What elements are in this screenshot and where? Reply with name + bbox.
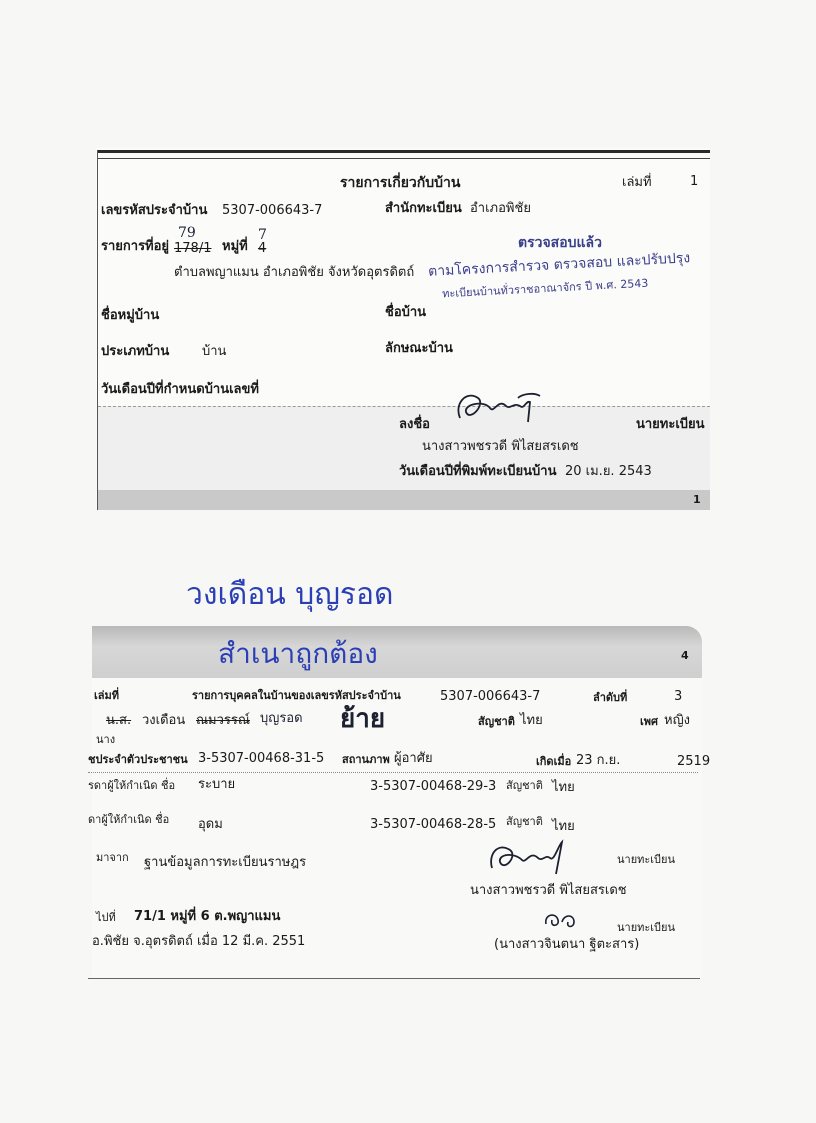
registrar2-signature [540, 908, 580, 932]
moved-label: ไปที่ [96, 911, 116, 924]
handwritten-name: วงเดือน บุญรอด [186, 577, 394, 612]
person-card-bottom-rule [88, 978, 700, 979]
registrar-label: นายทะเบียน [636, 417, 705, 432]
registrar-name-2: นางสาวพชรวดี พิไสยสรเดช [470, 883, 627, 898]
father-label: ดาผู้ให้กำเนิด ชื่อ [88, 813, 170, 826]
book-number: 1 [690, 174, 699, 189]
top-rule-thin [98, 158, 710, 159]
divider [88, 772, 698, 773]
from-label: มาจาก [96, 851, 129, 864]
book-label: เล่มที่ [622, 175, 652, 190]
address-label: รายการที่อยู่ [101, 239, 170, 254]
registrar2-name: (นางสาวจินตนา ฐิตะสาร) [494, 937, 640, 952]
father-nationality: ไทย [552, 819, 575, 834]
surname-new: บุญรอด [260, 711, 303, 726]
house-type-label: ประเภทบ้าน [101, 344, 170, 359]
order-number: 3 [674, 689, 683, 704]
born-date: 23 ก.ย. [576, 753, 621, 768]
father-name: อุดม [198, 817, 223, 832]
book-label-2: เล่มที่ [94, 689, 120, 702]
copy-certified-stamp: สำเนาถูกต้อง [218, 637, 378, 670]
print-date-label: วันเดือนปีที่พิมพ์ทะเบียนบ้าน [399, 464, 557, 479]
order-label: ลำดับที่ [593, 691, 628, 704]
id-number: 3-5307-00468-31-5 [198, 751, 325, 766]
bottom-bar [98, 490, 710, 510]
sex: หญิง [664, 713, 690, 728]
house-code-label: เลขรหัสประจำบ้าน [101, 203, 208, 218]
moved-stamp: ย้าย [340, 704, 386, 734]
name-prefix-old: น.ส. [106, 713, 132, 728]
date-assigned-label: วันเดือนปีที่กำหนดบ้านเลขที่ [101, 382, 259, 397]
born-year: 2519 [677, 754, 711, 769]
page-number-1: 1 [693, 493, 701, 506]
moo-label: หมู่ที่ [222, 239, 248, 254]
registrar2-label: นายทะเบียน [617, 921, 676, 934]
village-label: ชื่อหมู่บ้าน [101, 308, 160, 323]
from-value: ฐานข้อมูลการทะเบียนราษฎร [144, 855, 307, 870]
house-type-value: บ้าน [202, 344, 227, 359]
nationality-label: สัญชาติ [478, 715, 515, 728]
mother-nat-label: สัญชาติ [506, 779, 543, 792]
house-kind-label: ลักษณะบ้าน [385, 341, 453, 356]
section-title: รายการบุคคลในบ้านของเลขรหัสประจำบ้าน [192, 689, 401, 702]
mother-nationality: ไทย [552, 780, 575, 795]
born-label: เกิดเมื่อ [536, 755, 572, 768]
page-number-4: 4 [681, 649, 689, 662]
stamp-checked: ตรวจสอบแล้ว [518, 235, 602, 251]
mother-id: 3-5307-00468-29-3 [370, 779, 497, 794]
address-line: ตำบลพญาแมน อำเภอพิชัย จังหวัดอุตรดิตถ์ [174, 265, 415, 280]
doc1-title: รายการเกี่ยวกับบ้าน [340, 175, 461, 191]
mother-label: รดาผู้ให้กำเนิด ชื่อ [88, 779, 176, 792]
moo-old: 4 [258, 241, 267, 256]
house-code: 5307-006643-7 [222, 203, 323, 218]
office-value: อำเภอพิชัย [470, 201, 531, 216]
sign-label: ลงชื่อ [399, 417, 430, 432]
nationality: ไทย [520, 713, 543, 728]
moved-district: อ.พิชัย จ.อุตรดิตถ์ เมื่อ 12 มี.ค. 2551 [92, 934, 306, 949]
registrar-name: นางสาวพชรวดี พิไสยสรเดช [422, 439, 579, 454]
registrar-signature [448, 384, 548, 430]
moved-address: 71/1 หมู่ที่ 6 ต.พญาแมน [134, 909, 281, 924]
father-id: 3-5307-00468-28-5 [370, 817, 497, 832]
registrar-signature-2 [484, 832, 574, 880]
father-nat-label: สัญชาติ [506, 815, 543, 828]
surname-old: ณมวรรณ์ [196, 713, 250, 728]
stamp-project: ตามโครงการสำรวจ ตรวจสอบ และปรับปรุง [427, 250, 691, 280]
address-old: 178/1 [174, 241, 212, 256]
office-label: สำนักทะเบียน [385, 201, 462, 216]
first-name: วงเดือน [142, 713, 186, 728]
top-rule [98, 150, 710, 153]
name-prefix-new: นาง [96, 733, 116, 746]
mother-name: ระบาย [198, 777, 236, 792]
status-label: สถานภาพ [342, 753, 390, 766]
id-label: ชประจำตัวประชาชน [88, 753, 188, 766]
house-name-label: ชื่อบ้าน [385, 305, 427, 320]
house-code-2: 5307-006643-7 [440, 689, 541, 704]
registrar-label-2: นายทะเบียน [617, 853, 676, 866]
stamp-subtitle: ทะเบียนบ้านทั่วราชอาณาจักร ปี พ.ศ. 2543 [441, 276, 649, 301]
print-date: 20 เม.ย. 2543 [565, 464, 652, 479]
address-new: 79 [178, 225, 196, 241]
person-card-header [92, 626, 702, 678]
status: ผู้อาศัย [394, 751, 433, 766]
moo-new: 7 [258, 227, 267, 243]
sex-label: เพศ [640, 715, 658, 728]
